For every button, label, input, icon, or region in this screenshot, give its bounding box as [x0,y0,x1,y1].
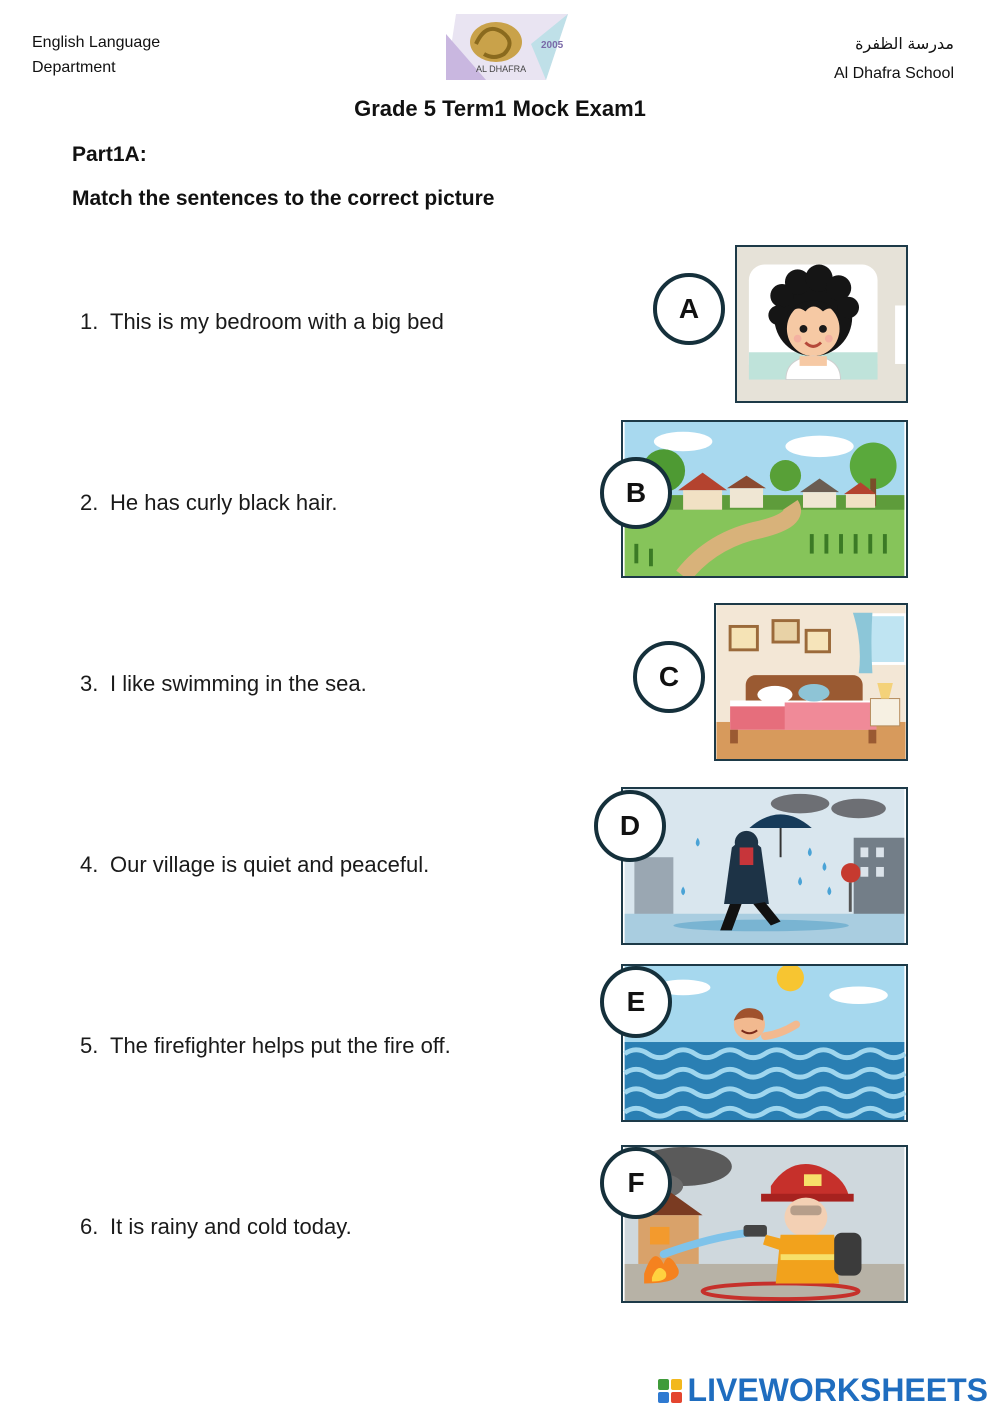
sentence-text: The firefighter helps put the fire off. [110,1033,451,1058]
sentence-number: 5. [80,1033,99,1058]
picture-a[interactable] [735,245,908,403]
liveworksheets-text: LIVEWORKSHEETS [687,1372,988,1408]
picture-d[interactable] [621,787,908,945]
logo-text: AL DHAFRA [476,64,527,74]
sentence-text: This is my bedroom with a big bed [110,309,444,334]
badge-c: C [633,641,705,713]
sentence-1 [80,309,444,335]
sentence-2 [80,490,337,516]
sentence-text: It is rainy and cold today. [110,1214,352,1239]
liveworksheets-brand [658,1372,988,1409]
sentence-4 [80,852,429,878]
part-heading: Part1A: [72,143,147,166]
sentence-number: 4. [80,852,99,877]
school-name [834,30,954,88]
school-logo [446,14,568,80]
sentence-6 [80,1214,352,1240]
badge-d: D [594,790,666,862]
liveworksheets-logo-icon [658,1379,682,1403]
badge-e: E [600,966,672,1038]
sentence-5 [80,1033,451,1059]
sentence-number: 3. [80,671,99,696]
badge-a: A [653,273,725,345]
page-title: Grade 5 Term1 Mock Exam1 [354,96,646,121]
bedroom-icon [716,605,906,759]
school-name-english: Al Dhafra School [833,65,954,82]
picture-c[interactable] [714,603,908,761]
badge-f: F [600,1147,672,1219]
instruction-text: Match the sentences to the correct picture [72,187,495,210]
sentence-text: He has curly black hair. [110,490,338,515]
rainy-cold-icon [623,789,906,943]
logo-year: 2005 [541,40,564,51]
sentence-number: 1. [80,309,99,334]
department-line-1: English Language [32,34,161,51]
department-label [32,30,160,80]
school-name-arabic: مدرسة الظفرة [855,36,954,53]
badge-b: B [600,457,672,529]
department-line-2: Department [32,59,116,76]
sentence-number: 2. [80,490,99,515]
boy-curly-hair-icon [737,247,906,401]
sentence-text: Our village is quiet and peaceful. [110,852,430,877]
sentence-number: 6. [80,1214,99,1239]
sentence-text: I like swimming in the sea. [110,671,367,696]
sentence-3 [80,671,367,697]
